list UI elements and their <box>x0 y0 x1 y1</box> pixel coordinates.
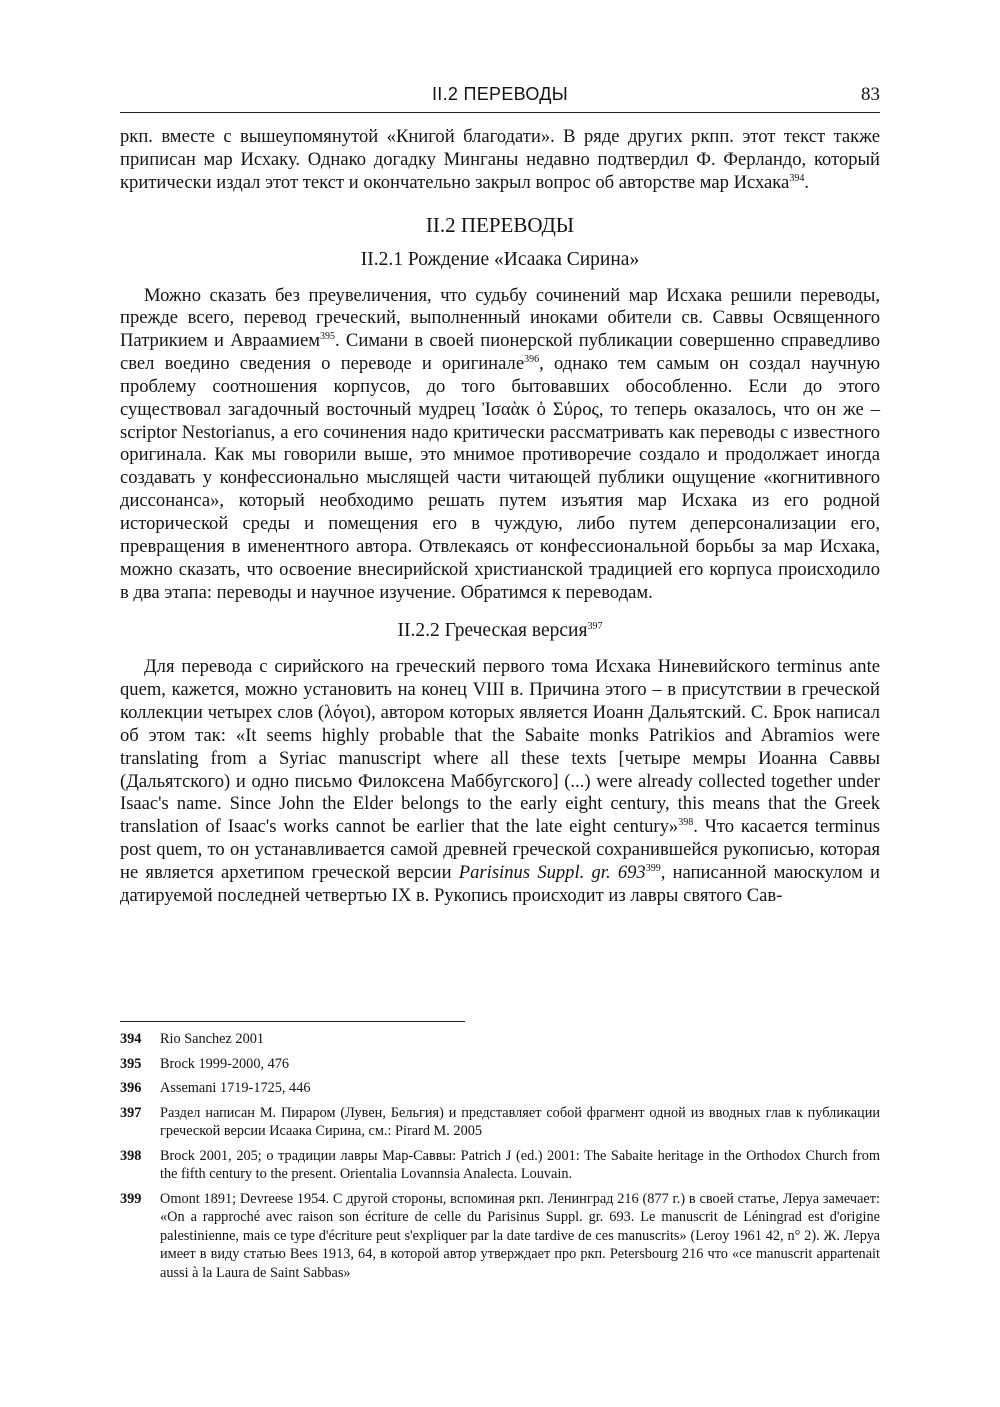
footnote-text: Rio Sanchez 2001 <box>160 1031 265 1047</box>
footnote-398 <box>120 1147 880 1184</box>
footnote-text: Omont 1891; Devreese 1954. С другой стороны, вспоминая ркп. Ленинград 216 (877 г.) в своей статье, Леруа замечает: «On a rapproché avec raison son écriture de celle du Parisinus Suppl. gr. 693. Le manuscrit de Léningrad est d'origine palestinienne, mais ce type d'écriture peut s'expliquer par la date tardive de ces manuscrits» (Leroy 1961 42, n° 2). Ж. Леруа имеет в виду статью Bees 1913, 64, в которой автор утверждает про ркп. Petersbourg 216 что «ce manuscrit appartenait aussi à la Laura de Saint Sabbas» <box>160 1190 880 1281</box>
section-title: II.2 ПЕРЕВОДЫ <box>425 212 575 237</box>
footnote-397 <box>120 1104 880 1141</box>
footnote-number: 394 <box>120 1031 142 1047</box>
footnote-number: 398 <box>120 1147 142 1164</box>
book-page <box>120 0 880 1407</box>
paragraph-birth-part-c: , однако тем самым он создал научную проблему соотношения корпусов, до того бытовавших обособленно. Если до этого существовал загадочный восточный мудрец Ἰσαὰκ ὁ Σύρος, то теперь оказалось, что он же – scriptor Nestorianus, а его сочинения надо критически рассматривать как переводы с известного оригинала. Как мы говорили выше, это мнимое противоречие создало и продолжает иногда создавать у конфессионально мыслящей части читающей публики ощущение «когнитивного диссонанса», который необходимо решать путем изъятия мар Исхака из его родной исторической среды и помещения его в чуждую, либо путем деперсонализации его, превращения в именентного автора. Отвлекаясь от конфессиональной борьбы за мар Исхака, можно сказать, что освоение внесирийской христианской традицией его корпуса происходило в два этапа: переводы и научное изучение. Обратимся к переводам. <box>120 353 881 603</box>
footnote-ref-399[interactable]: 399 <box>645 862 661 874</box>
footnotes <box>120 1030 880 1288</box>
footnote-ref-397[interactable]: 397 <box>587 621 603 633</box>
footnote-text: Brock 1999-2000, 476 <box>160 1055 290 1072</box>
footnote-text: Раздел написан М. Пираром (Лувен, Бельгия) и представляет собой фрагмент одной из вводных глав к публикации греческой версии Исаака Сирина, см.: Pirard M. 2005 <box>160 1104 880 1139</box>
footnote-number: 395 <box>120 1055 142 1072</box>
footnote-395 <box>120 1055 880 1074</box>
subsection-title-birth: II.2.1 Рождение «Исаака Сирина» <box>360 248 640 270</box>
footnote-ref-394[interactable]: 394 <box>789 172 805 184</box>
subsection-title-greek-text: II.2.2 Греческая версия <box>397 620 588 642</box>
page-number: 83 <box>861 84 880 105</box>
intro-end: . <box>804 171 809 193</box>
paragraph-birth-part-b: . Симани в своей пионерской публикации совершенно справедливо свел воедино сведения о переводе и оригинале <box>120 330 880 375</box>
footnote-number: 397 <box>120 1104 142 1121</box>
footnote-ref-396[interactable]: 396 <box>524 354 540 366</box>
footnote-divider <box>120 1021 465 1022</box>
footnote-394 <box>120 1030 880 1049</box>
manuscript-name: Parisinus Suppl. gr. 693 <box>458 861 646 883</box>
running-header <box>120 82 880 113</box>
paragraph-greek-part-b: . Что касается terminus post quem, то он устанавливается самой древней греческой сохранившейся рукописью, которая не является архетипом греческой версии <box>120 816 880 883</box>
paragraph-birth-part-a: Можно сказать без преувеличения, что судьбу сочинений мар Исхака решили переводы, прежде всего, перевод греческий, выполненный иноками обители св. Саввы Освященного Патрикием и Авраамием <box>120 284 880 352</box>
footnote-ref-398[interactable]: 398 <box>678 817 694 829</box>
footnote-text: Assemani 1719-1725, 446 <box>160 1080 311 1096</box>
main-text <box>120 126 880 908</box>
footnote-ref-395[interactable]: 395 <box>320 331 336 343</box>
footnote-399 <box>120 1190 880 1283</box>
paragraph-birth <box>120 285 880 605</box>
footnote-number: 396 <box>120 1080 142 1096</box>
paragraph-greek-part-c: , написанной маюскулом и датируемой последней четвертью IX в. Рукопись происходит из лавры святого Сав- <box>120 861 881 906</box>
footnote-number: 399 <box>120 1190 142 1207</box>
footnote-396 <box>120 1079 880 1098</box>
subsection-title-greek <box>120 618 880 644</box>
running-title: II.2 ПЕРЕВОДЫ <box>431 84 568 104</box>
intro-text: ркп. вместе с вышеупомянутой «Книгой благодати». В ряде других ркпп. этот текст также приписан мар Исхаку. Однако догадку Минганы недавно подтвердил Ф. Ферландо, который критически издал этот текст и окончательно закрыл вопрос об авторстве мар Исхака <box>120 126 880 193</box>
paragraph-greek <box>120 656 880 907</box>
paragraph-greek-part-a: Для перевода с сирийского на греческий первого тома Исхака Ниневийского terminus ante quem, кажется, можно установить на конец VIII в. Причина этого – в присутствии в греческой коллекции четырех слов (λόγοι), автором которых является Иоанн Дальятский. С. Брок написал об этом так: «It seems highly probable that the Sabaite monks Patrikios and Abramios were translating from a Syriac manuscript where all these texts [четыре мемры Иоанна Саввы (Дальятского) и одно письмо Филоксена Маббугского] (...) were already collected together under Isaac's name. Since John the Elder belongs to the early eight century, this means that the Greek translation of Isaac's works cannot be earlier that the late eight century» <box>120 656 880 838</box>
intro-paragraph <box>120 126 880 195</box>
footnote-text: Brock 2001, 205; о традиции лавры Мар-Саввы: Patrich J (ed.) 2001: The Sabaite heritage in the Orthodox Church from the fifth century to the present. Orientalia Lovannsia Analecta. Louvain. <box>160 1147 880 1182</box>
